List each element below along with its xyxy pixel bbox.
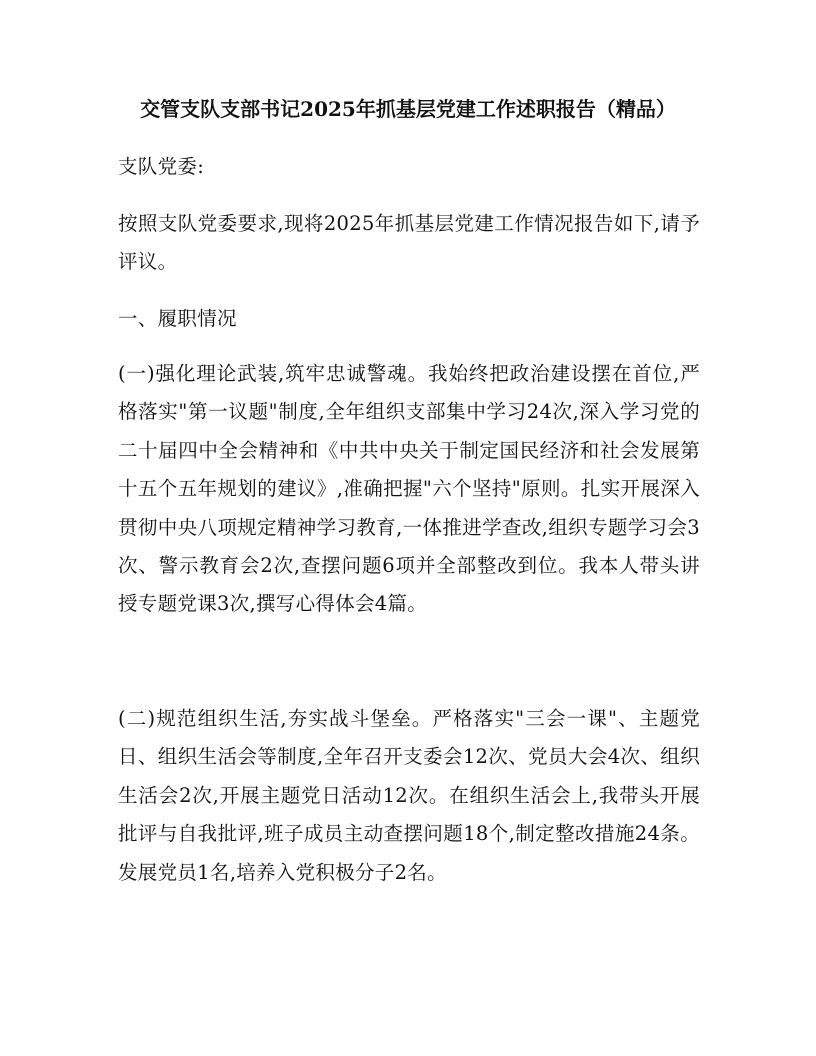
- intro-paragraph: 按照支队党委要求,现将2025年抓基层党建工作情况报告如下,请予评议。: [118, 212, 700, 274]
- salutation: 支队党委:: [118, 155, 205, 178]
- section-heading-performance: 一、履职情况: [118, 307, 237, 330]
- paragraph-organization-life: (二)规范组织生活,夯实战斗堡垒。严格落实"三会一课"、主题党日、组织生活会等制度,全年召开支委会12次、党员大会4次、组织生活会2次,开展主题党日活动12次。在组织生活会上,我带头开展批评与自我批评,班子成员主动查摆问题18个,制定整改措施24条。发展党员1名,培养入党积极分子2名。: [118, 707, 700, 884]
- report-title: 交管支队支部书记2025年抓基层党建工作述职报告（精品）: [140, 97, 676, 121]
- paragraph-theory-study: (一)强化理论武装,筑牢忠诚警魂。我始终把政治建设摆在首位,严格落实"第一议题"制度,全年组织支部集中学习24次,深入学习党的二十届四中全会精神和《中共中央关于制定国民经济和社会发展第十五个五年规划的建议》,准确把握"六个坚持"原则。扎实开展深入贯彻中央八项规定精神学习教育,一体推进学查改,组织专题学习会3次、警示教育会2次,查摆问题6项并全部整改到位。我本人带头讲授专题党课3次,撰写心得体会4篇。: [118, 362, 700, 616]
